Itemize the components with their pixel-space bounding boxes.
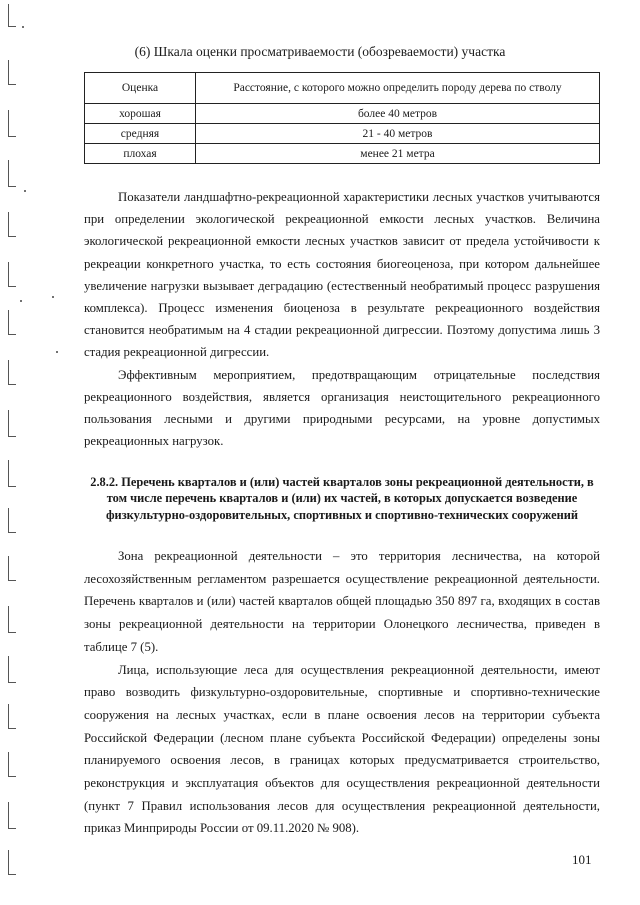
scan-speck [52,296,54,298]
table-cell: 21 - 40 метров [196,124,600,144]
table-header-row [85,73,600,104]
binding-mark [8,110,16,137]
table-cell: хорошая [85,104,196,124]
binding-mark [8,556,16,581]
binding-mark [8,460,16,487]
binding-mark [8,508,16,533]
binding-mark [8,656,16,683]
binding-mark [8,160,16,187]
body-text-block [84,545,600,840]
binding-mark [8,4,16,27]
binding-mark [8,704,16,729]
table-header-cell: Расстояние, с которого можно определить породу дерева по стволу [196,73,600,104]
binding-mark [8,606,16,633]
binding-mark [8,262,16,287]
table-cell: менее 21 метра [196,144,600,164]
binding-mark [8,212,16,237]
binding-mark [8,752,16,777]
binding-mark [8,850,16,875]
table-header-cell: Оценка [85,73,196,104]
table-cell: плохая [85,144,196,164]
scan-speck [20,300,22,302]
paragraph: Лица, использующие леса для осуществления рекреационной деятельности, имеют право возводить физкультурно-оздоровительные, спортивные и спортивно-технические сооружения на лесных участках, если в плане освоения лесов на территории субъекта Российской Федерации (лесном плане субъекта Российской Федерации) определены зоны планируемого освоения лесов, в границах которых предусматривается строительство, реконструкция и эксплуатация объектов для осуществления рекреационной деятельности (пункт 7 Правил использования лесов для осуществления рекреационной деятельности, приказ Минприроды России от 09.11.2020 № 908). [84,662,600,836]
binding-mark [8,802,16,829]
binding-mark [8,410,16,437]
binding-mark [8,310,16,335]
scan-speck [22,26,24,28]
table-row [85,124,600,144]
page-title: (6) Шкала оценки просматриваемости (обозреваемости) участка [134,44,506,59]
table-cell: более 40 метров [196,104,600,124]
paragraph: Зона рекреационной деятельности – это территория лесничества, на которой лесохозяйственным регламентом разрешается осуществление рекреационной деятельности. Перечень кварталов и (или) частей кварталов общей площадью 350 897 га, входящих в состав зоны рекреационной деятельности на территории Олонецкого лесничества, приведен в таблице 7 (5). [84,549,600,654]
visibility-scale-table [84,72,600,164]
section-heading: 2.8.2. Перечень кварталов и (или) частей кварталов зоны рекреационной деятельности, в том числе перечень кварталов и (или) их частей, в которых допускается возведение физкультурно-оздоровительных, спортивных и спортивно-технических сооружений [90,475,594,522]
table-row [85,144,600,164]
scan-speck [56,351,58,353]
binding-mark [8,360,16,385]
paragraph: Эффективным мероприятием, предотвращающим отрицательные последствия рекреационного воздействия, является организация неистощительного рекреационного пользования лесными и другими природными ресурсами, на уровне допустимых рекреационных нагрузок. [84,367,600,449]
binding-mark [8,60,16,85]
body-text-block [84,186,600,452]
paragraph: Показатели ландшафтно-рекреационной характеристики лесных участков учитываются при определении экологической рекреационной емкости лесных участков. Величина экологической рекреационной емкости лесных участков зависит от предела устойчивости к рекреации конкретного участка, то есть состояния биогеоценоза, при котором дальнейшее увеличение нагрузки вызывает деградацию (естественный необратимый процесс разрушения комплекса). Процесс изменения биоценоза в результате рекреационного воздействия становится необратимым на 4 стадии рекреационной дигрессии. Поэтому допустима лишь 3 стадия рекреационной дигрессии. [84,190,600,360]
table-cell: средняя [85,124,196,144]
table-row [85,104,600,124]
page-number: 101 [572,852,592,867]
scan-speck [24,190,26,192]
binding-edge-marks [0,0,30,905]
